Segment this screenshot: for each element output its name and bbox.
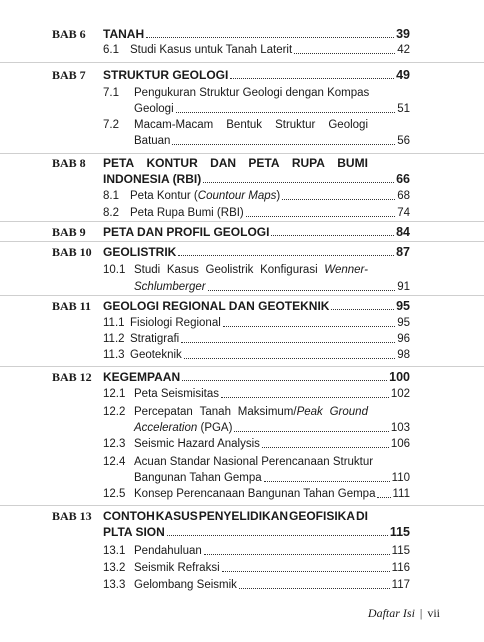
toc-entry-section[interactable] bbox=[130, 315, 410, 331]
section-title: Studi Kasus untuk Tanah Laterit bbox=[130, 44, 293, 56]
word: Struktur bbox=[275, 119, 316, 131]
toc-entry-chapter[interactable] bbox=[103, 369, 410, 385]
section-title-cont: Schlumberger bbox=[134, 281, 206, 293]
chapter-label: BAB 8 bbox=[52, 156, 86, 170]
page-number: 51 bbox=[397, 103, 410, 115]
chapter-label: BAB 10 bbox=[52, 245, 92, 259]
section-title bbox=[134, 404, 368, 420]
leader-dots bbox=[239, 588, 390, 589]
section-title: Pendahuluan bbox=[134, 545, 202, 557]
leader-dots bbox=[222, 571, 390, 572]
leader-dots bbox=[184, 358, 395, 359]
section-number: 13.1 bbox=[103, 545, 126, 557]
divider bbox=[0, 241, 484, 242]
chapter-title: TANAH bbox=[103, 27, 145, 41]
section-title: Peta Rupa Bumi (RBI) bbox=[130, 207, 244, 219]
leader-dots bbox=[176, 112, 396, 113]
toc-entry-section[interactable] bbox=[134, 420, 410, 436]
chapter-title bbox=[103, 155, 368, 171]
chapter-title-cont: INDONESIA (RBI) bbox=[103, 172, 202, 186]
word: RUPA bbox=[291, 156, 325, 170]
leader-dots bbox=[204, 554, 390, 555]
leader-dots bbox=[230, 78, 394, 79]
page-number: 116 bbox=[391, 562, 410, 574]
page-number: 56 bbox=[397, 135, 410, 147]
toc-entry-section[interactable] bbox=[134, 386, 410, 402]
leader-dots bbox=[167, 535, 388, 536]
leader-dots bbox=[271, 235, 394, 236]
section-number: 8.2 bbox=[103, 207, 119, 219]
chapter-label: BAB 13 bbox=[52, 509, 92, 523]
section-number: 11.1 bbox=[103, 317, 125, 329]
section-number: 7.2 bbox=[103, 119, 119, 131]
divider bbox=[0, 153, 484, 154]
toc-entry-section[interactable] bbox=[134, 101, 410, 117]
page-number: 100 bbox=[389, 370, 410, 384]
page-number: 95 bbox=[397, 317, 410, 329]
leader-dots bbox=[264, 481, 390, 482]
page-number: 74 bbox=[397, 207, 410, 219]
chapter-title: PETA DAN PROFIL GEOLOGI bbox=[103, 225, 270, 239]
section-number: 12.1 bbox=[103, 388, 126, 400]
leader-dots bbox=[223, 326, 395, 327]
toc-entry-section[interactable] bbox=[130, 331, 410, 347]
toc-entry-section[interactable] bbox=[130, 205, 410, 221]
section-title: Acuan Standar Nasional Perencanaan Struktur bbox=[134, 456, 374, 468]
word: KASUS bbox=[155, 509, 198, 523]
leader-dots bbox=[221, 397, 389, 398]
leader-dots bbox=[172, 144, 395, 145]
section-number: 12.3 bbox=[103, 438, 126, 450]
word: Studi bbox=[134, 264, 161, 276]
section-title: Konsep Perencanaan Bangunan Tahan Gempa bbox=[134, 488, 376, 500]
toc-entry-chapter[interactable] bbox=[103, 26, 410, 42]
chapter-title: GEOLOGI REGIONAL DAN GEOTEKNIK bbox=[103, 299, 330, 313]
section-number: 11.3 bbox=[103, 349, 125, 361]
toc-entry-section[interactable] bbox=[134, 486, 410, 502]
word: Konfigurasi bbox=[260, 264, 318, 276]
chapter-label: BAB 9 bbox=[52, 225, 86, 239]
leader-dots bbox=[146, 37, 394, 38]
section-title: Seismic Hazard Analysis bbox=[134, 438, 260, 450]
toc-entry-section[interactable] bbox=[130, 347, 410, 363]
toc-entry-section[interactable] bbox=[134, 543, 410, 559]
page-number: 42 bbox=[397, 44, 410, 56]
leader-dots bbox=[262, 447, 389, 448]
toc-entry-chapter[interactable] bbox=[103, 244, 410, 260]
word: Macam-Macam bbox=[134, 119, 214, 131]
section-number: 13.3 bbox=[103, 579, 126, 591]
word: Percepatan bbox=[134, 406, 193, 418]
chapter-title: STRUKTUR GEOLOGI bbox=[103, 68, 229, 82]
section-number: 6.1 bbox=[103, 44, 119, 56]
divider bbox=[0, 366, 484, 367]
word: Ground bbox=[329, 406, 368, 418]
divider bbox=[0, 221, 484, 222]
toc-entry-chapter[interactable] bbox=[103, 524, 410, 540]
section-title: Fisiologi Regional bbox=[130, 317, 221, 329]
toc-entry-chapter[interactable] bbox=[103, 298, 410, 314]
page-number: 106 bbox=[390, 438, 410, 450]
section-title: Seismik Refraksi bbox=[134, 562, 220, 574]
section-number: 12.2 bbox=[103, 406, 126, 418]
section-number: 13.2 bbox=[103, 562, 126, 574]
page-number: 49 bbox=[396, 68, 410, 82]
section-title bbox=[134, 262, 368, 278]
leader-dots bbox=[282, 199, 395, 200]
page-number: 110 bbox=[391, 472, 410, 484]
leader-dots bbox=[331, 309, 394, 310]
divider bbox=[0, 505, 484, 506]
footer-separator: | bbox=[419, 606, 423, 620]
page-number: 66 bbox=[396, 172, 410, 186]
word: Kasus bbox=[166, 264, 199, 276]
page-number: 91 bbox=[397, 281, 410, 293]
word: DAN bbox=[210, 156, 237, 170]
word: BUMI bbox=[337, 156, 368, 170]
section-number: 7.1 bbox=[103, 87, 119, 99]
toc-entry-section[interactable] bbox=[134, 133, 410, 149]
leader-dots bbox=[246, 216, 395, 217]
word: Maksimum/Peak bbox=[237, 406, 323, 418]
section-title bbox=[134, 117, 368, 133]
word: PETA bbox=[248, 156, 280, 170]
section-number: 8.1 bbox=[103, 190, 119, 202]
toc-entry-section[interactable] bbox=[130, 42, 410, 58]
chapter-label: BAB 7 bbox=[52, 68, 86, 82]
word: KONTUR bbox=[146, 156, 198, 170]
word: Tanah bbox=[199, 406, 231, 418]
page-number: 96 bbox=[397, 333, 410, 345]
page-number: 68 bbox=[397, 190, 410, 202]
section-number: 11.2 bbox=[103, 333, 125, 345]
page-number: 98 bbox=[397, 349, 410, 361]
divider bbox=[0, 295, 484, 296]
page-number: 84 bbox=[396, 225, 410, 239]
section-number: 10.1 bbox=[103, 264, 126, 276]
section-number: 12.4 bbox=[103, 456, 126, 468]
section-title: Peta Kontur (Countour Maps) bbox=[130, 190, 281, 202]
page-number: 117 bbox=[391, 579, 410, 591]
page-number: 39 bbox=[396, 27, 410, 41]
toc-entry-chapter[interactable] bbox=[103, 224, 410, 240]
leader-dots bbox=[178, 255, 394, 256]
footer-label: Daftar Isi bbox=[367, 606, 415, 620]
toc-entry-section[interactable] bbox=[134, 279, 410, 295]
word: Geologi bbox=[328, 119, 368, 131]
leader-dots bbox=[203, 182, 394, 183]
footer-page-number: vii bbox=[427, 606, 440, 620]
toc-entry-section[interactable] bbox=[134, 436, 410, 452]
leader-dots bbox=[234, 431, 388, 432]
toc-entry-chapter[interactable] bbox=[103, 171, 410, 187]
chapter-label: BAB 6 bbox=[52, 27, 86, 41]
leader-dots bbox=[208, 290, 396, 291]
section-number: 12.5 bbox=[103, 488, 126, 500]
section-title: Peta Seismisitas bbox=[134, 388, 220, 400]
section-title-cont: Acceleration (PGA) bbox=[134, 422, 233, 434]
word: GEOFISIKA bbox=[289, 509, 356, 523]
word: Bentuk bbox=[226, 119, 263, 131]
toc-entry-section[interactable] bbox=[134, 470, 410, 486]
section-title: Stratigrafi bbox=[130, 333, 180, 345]
toc-entry-chapter[interactable] bbox=[103, 67, 410, 83]
section-title-cont: Bangunan Tahan Gempa bbox=[134, 472, 262, 484]
word: Geolistrik bbox=[205, 264, 254, 276]
toc-entry-section[interactable] bbox=[134, 577, 410, 593]
section-title-cont: Batuan bbox=[134, 135, 171, 147]
chapter-label: BAB 11 bbox=[52, 299, 92, 313]
page-number: 95 bbox=[396, 299, 410, 313]
chapter-label: BAB 12 bbox=[52, 370, 92, 384]
chapter-title bbox=[103, 508, 368, 524]
leader-dots bbox=[294, 53, 395, 54]
section-title-cont: Geologi bbox=[134, 103, 174, 115]
toc-entry-section[interactable] bbox=[134, 560, 410, 576]
word: CONTOH bbox=[103, 509, 155, 523]
section-title: Geoteknik bbox=[130, 349, 182, 361]
section-title: Gelombang Seismik bbox=[134, 579, 237, 591]
word: PENYELIDIKAN bbox=[198, 509, 289, 523]
divider bbox=[0, 62, 484, 63]
page-number: 115 bbox=[391, 545, 410, 557]
page-number: 87 bbox=[396, 245, 410, 259]
section-title: Pengukuran Struktur Geologi dengan Kompas bbox=[134, 87, 370, 99]
page-number: 111 bbox=[392, 488, 410, 500]
chapter-title: KEGEMPAAN bbox=[103, 370, 181, 384]
word: Wenner- bbox=[324, 264, 368, 276]
word: DI bbox=[355, 509, 368, 523]
chapter-title: GEOLISTRIK bbox=[103, 245, 177, 259]
leader-dots bbox=[182, 380, 387, 381]
word: PETA bbox=[103, 156, 135, 170]
toc-entry-section[interactable] bbox=[130, 188, 410, 204]
page-footer bbox=[330, 606, 440, 621]
page-number: 103 bbox=[390, 422, 410, 434]
page-number: 115 bbox=[389, 525, 410, 539]
leader-dots bbox=[377, 497, 390, 498]
page-number: 102 bbox=[390, 388, 410, 400]
leader-dots bbox=[181, 342, 395, 343]
chapter-title-cont: PLTA SION bbox=[103, 525, 165, 539]
